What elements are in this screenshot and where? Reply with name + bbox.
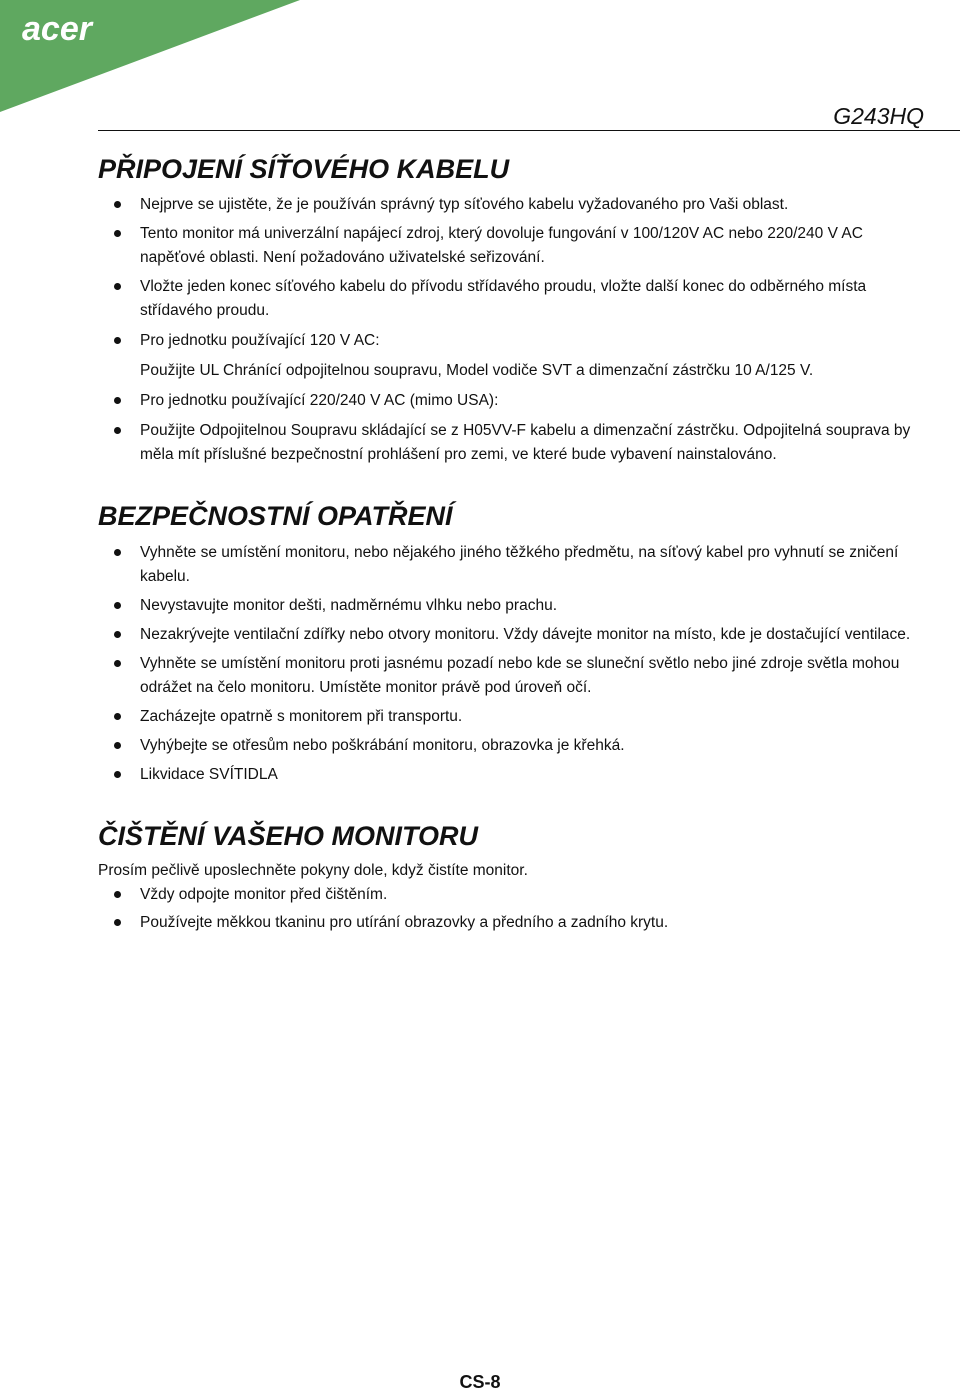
page-content bbox=[98, 150, 928, 935]
safety-list bbox=[98, 541, 928, 787]
section-title-safety: BEZPEČNOSTNÍ OPATŘENÍ bbox=[98, 501, 453, 531]
acer-logo-text: acer bbox=[22, 10, 92, 48]
header-rule bbox=[98, 130, 960, 131]
list-item: Použijte UL Chránící odpojitelnou soupravu, Model vodiče SVT a dimenzační zástrčku 10 A/125 V. bbox=[140, 362, 814, 379]
list-item: Tento monitor má univerzální napájecí zdroj, který dovoluje fungování v 100/120V AC nebo 220/240 V AC napěťové oblasti. Není požadováno uživatelské seřizování. bbox=[98, 222, 928, 270]
list-item: Vyhněte se umístění monitoru, nebo nějakého jiného těžkého předmětu, na síťový kabel pro vyhnutí se zničení kabelu. bbox=[98, 541, 928, 589]
list-item: Vyhněte se umístění monitoru proti jasnému pozadí nebo kde se sluneční světlo nebo jiné zdroje světla mohou odrážet na čelo monitoru. Umístěte monitor právě pod úroveň očí. bbox=[98, 652, 928, 700]
page-number: CS-8 bbox=[459, 1372, 501, 1392]
power-cable-list bbox=[98, 193, 928, 467]
list-item: Nejprve se ujistěte, že je používán správný typ síťového kabelu vyžadovaného pro Vaši oblast. bbox=[98, 193, 928, 217]
list-item: Vložte jeden konec síťového kabelu do přívodu střídavého proudu, vložte další konec do odběrného místa střídavého proudu. bbox=[98, 275, 928, 323]
list-item: Vždy odpojte monitor před čištěním. bbox=[98, 883, 928, 907]
list-item: Zacházejte opatrně s monitorem při transportu. bbox=[98, 705, 928, 729]
acer-logo-band bbox=[0, 0, 300, 112]
cleaning-list bbox=[98, 883, 928, 935]
list-item: Používejte měkkou tkaninu pro utírání obrazovky a předního a zadního krytu. bbox=[98, 911, 928, 935]
list-item: Použijte Odpojitelnou Soupravu skládající se z H05VV-F kabelu a dimenzační zástrčku. Odpojitelná souprava by měla mít příslušné bezpečnostní prohlášení pro zemi, ve které bude vybavení nainstalováno. bbox=[98, 419, 928, 467]
section-title-power-cable: PŘIPOJENÍ SÍŤOVÉHO KABELU bbox=[98, 154, 510, 184]
list-item: Nevystavujte monitor dešti, nadměrnému vlhku nebo prachu. bbox=[98, 594, 928, 618]
list-item: Likvidace SVÍTIDLA bbox=[98, 763, 928, 787]
list-item: Nezakrývejte ventilační zdířky nebo otvory monitoru. Vždy dávejte monitor na místo, kde je dostačující ventilace. bbox=[98, 623, 928, 647]
model-number: G243HQ bbox=[833, 103, 924, 129]
section-title-cleaning: ČIŠTĚNÍ VAŠEHO MONITORU bbox=[98, 821, 479, 851]
list-item: Vyhýbejte se otřesům nebo poškrábání monitoru, obrazovka je křehká. bbox=[98, 734, 928, 758]
list-item: Pro jednotku používající 220/240 V AC (mimo USA): bbox=[98, 389, 928, 413]
list-item: Pro jednotku používající 120 V AC: bbox=[98, 329, 928, 353]
cleaning-intro: Prosím pečlivě uposlechněte pokyny dole, když čistíte monitor. bbox=[98, 862, 528, 879]
